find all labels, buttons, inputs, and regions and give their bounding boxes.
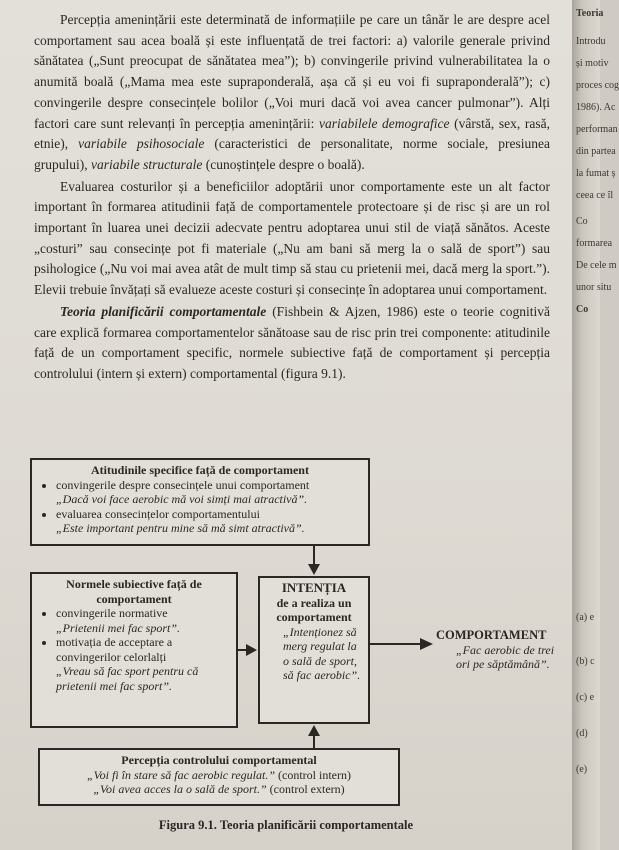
- behavior-node: [436, 628, 560, 672]
- list-item: • convingerile despre consecințele unui comportament „Dacă voi face aerobic mă voi simți mai atractivă”.: [56, 478, 362, 507]
- adjacent-page-edge: [572, 0, 619, 850]
- attitudes-list: [38, 478, 362, 536]
- list-item: • evaluarea consecințelor comportamentului „Este important pentru mine să mă simt atractivă”.: [56, 507, 362, 536]
- paragraph-threat-perception: Percepția amenințării este determinată de informațiile pe care un tânăr le are despre acel comportament sau acea boală și este influențată de trei factori: a) valorile generale privind sănătatea („Sunt preocupat de sănătatea mea”); b) convingerile privind vulnerabilitatea la o anumită boală („Mama mea este supraponderală, așa că și eu voi fi supraponderală”); c) convingerile despre consecințele bolilor („Voi muri dacă voi avea cancer pulmonar”). Alți factori care sunt relevanți în percepția amenințării: variabilele demografice (vârstă, sex, rasă, etnie), variabile psihosociale (caracteristici de personalitate, norme sociale, presiunea grupului), variabile structurale (cunoștințele despre o boală).: [34, 12, 551, 172]
- adjacent-fragment: Co: [576, 304, 589, 315]
- adjacent-fragment: unor situ: [576, 282, 612, 293]
- adjacent-fragment: (d): [576, 728, 588, 739]
- control-line-external: „Voi avea acces la o sală de sport.” (control extern): [93, 782, 345, 796]
- adjacent-fragment: la fumat ș: [576, 168, 616, 179]
- attitudes-title: Atitudinile specifice față de comportament: [91, 463, 309, 477]
- paragraph-planned-behavior: Teoria planificării comportamentale (Fishbein & Ajzen, 1986) este o teorie cognitivă care explică formarea comportamentelor sănătoase sau de risc prin trei componente: atitudinile față de un comportament specific, normele subiective față de comportament și percepția controlului (intern și extern) comportamental (figura 9.1).: [34, 303, 551, 381]
- adjacent-fragment: De cele m: [576, 260, 617, 271]
- adjacent-fragment: și motiv: [576, 58, 609, 69]
- control-title: Percepția controlului comportamental: [121, 753, 317, 767]
- body-text: [34, 10, 550, 385]
- adjacent-fragment: (a) e: [576, 612, 595, 623]
- adjacent-fragment: proces cog: [576, 80, 619, 91]
- figure-caption: Figura 9.1. Teoria planificării comportamentale: [158, 818, 414, 832]
- adjacent-fragment: formarea: [576, 238, 613, 249]
- adjacent-fragment: (c) e: [576, 692, 595, 703]
- adjacent-fragment: ceea ce îl: [576, 190, 614, 201]
- intention-title: INTENȚIA: [281, 580, 347, 595]
- adjacent-fragment: Teoria: [576, 8, 604, 19]
- behavior-quote: „Fac aerobic de trei ori pe săptămână”.: [456, 642, 555, 671]
- control-box: [38, 748, 400, 806]
- norms-title: Normele subiective față de comportament: [66, 577, 202, 606]
- adjacent-fragment: 1986). Ac: [576, 102, 616, 113]
- intention-box: [258, 576, 370, 724]
- behavior-title: COMPORTAMENT: [436, 628, 547, 642]
- adjacent-fragment: performan: [576, 124, 618, 135]
- paragraph-cost-benefit: Evaluarea costurilor și a beneficiilor adoptării unor comportamente este un alt factor important în formarea atitudinii față de comportamentele protectoare și de risc și are un rol important în luarea unei decizii adecvate pentru adoptarea unui stil de viață sănătos. Aceste „costuri” sau consecințe pot fi materiale („Nu am bani să merg la o sală de sport”) sau psihologice („Nu voi mai avea atât de mult timp să stau cu prietenii mei, dacă merg la sport.”). Elevii trebuie învățați să evalueze aceste costuri și consecințe în adoptarea unui comportament.: [34, 178, 550, 298]
- adjacent-fragment: (b) c: [576, 656, 595, 667]
- list-item: • convingerile normative „Prietenii mei fac sport”.: [56, 606, 230, 635]
- norms-box: [30, 572, 238, 728]
- adjacent-fragment: Co: [576, 216, 588, 227]
- adjacent-fragment: Introdu: [576, 36, 606, 47]
- intention-subtitle: de a realiza un comportament: [276, 595, 352, 624]
- list-item: • motivația de acceptare a convingerilor celorlalți „Vreau să fac sport pentru că prietenii mei fac sport”.: [56, 635, 230, 693]
- attitudes-box: [30, 458, 370, 546]
- adjacent-fragment: din partea: [576, 146, 616, 157]
- control-line-internal: „Voi fi în stare să fac aerobic regulat.” (control intern): [87, 767, 351, 782]
- adjacent-fragment: (e): [576, 764, 588, 775]
- intention-quote: „Intenționez să merg regulat la o sală de sport, să fac aerobic”.: [283, 624, 361, 682]
- norms-list: [38, 606, 230, 693]
